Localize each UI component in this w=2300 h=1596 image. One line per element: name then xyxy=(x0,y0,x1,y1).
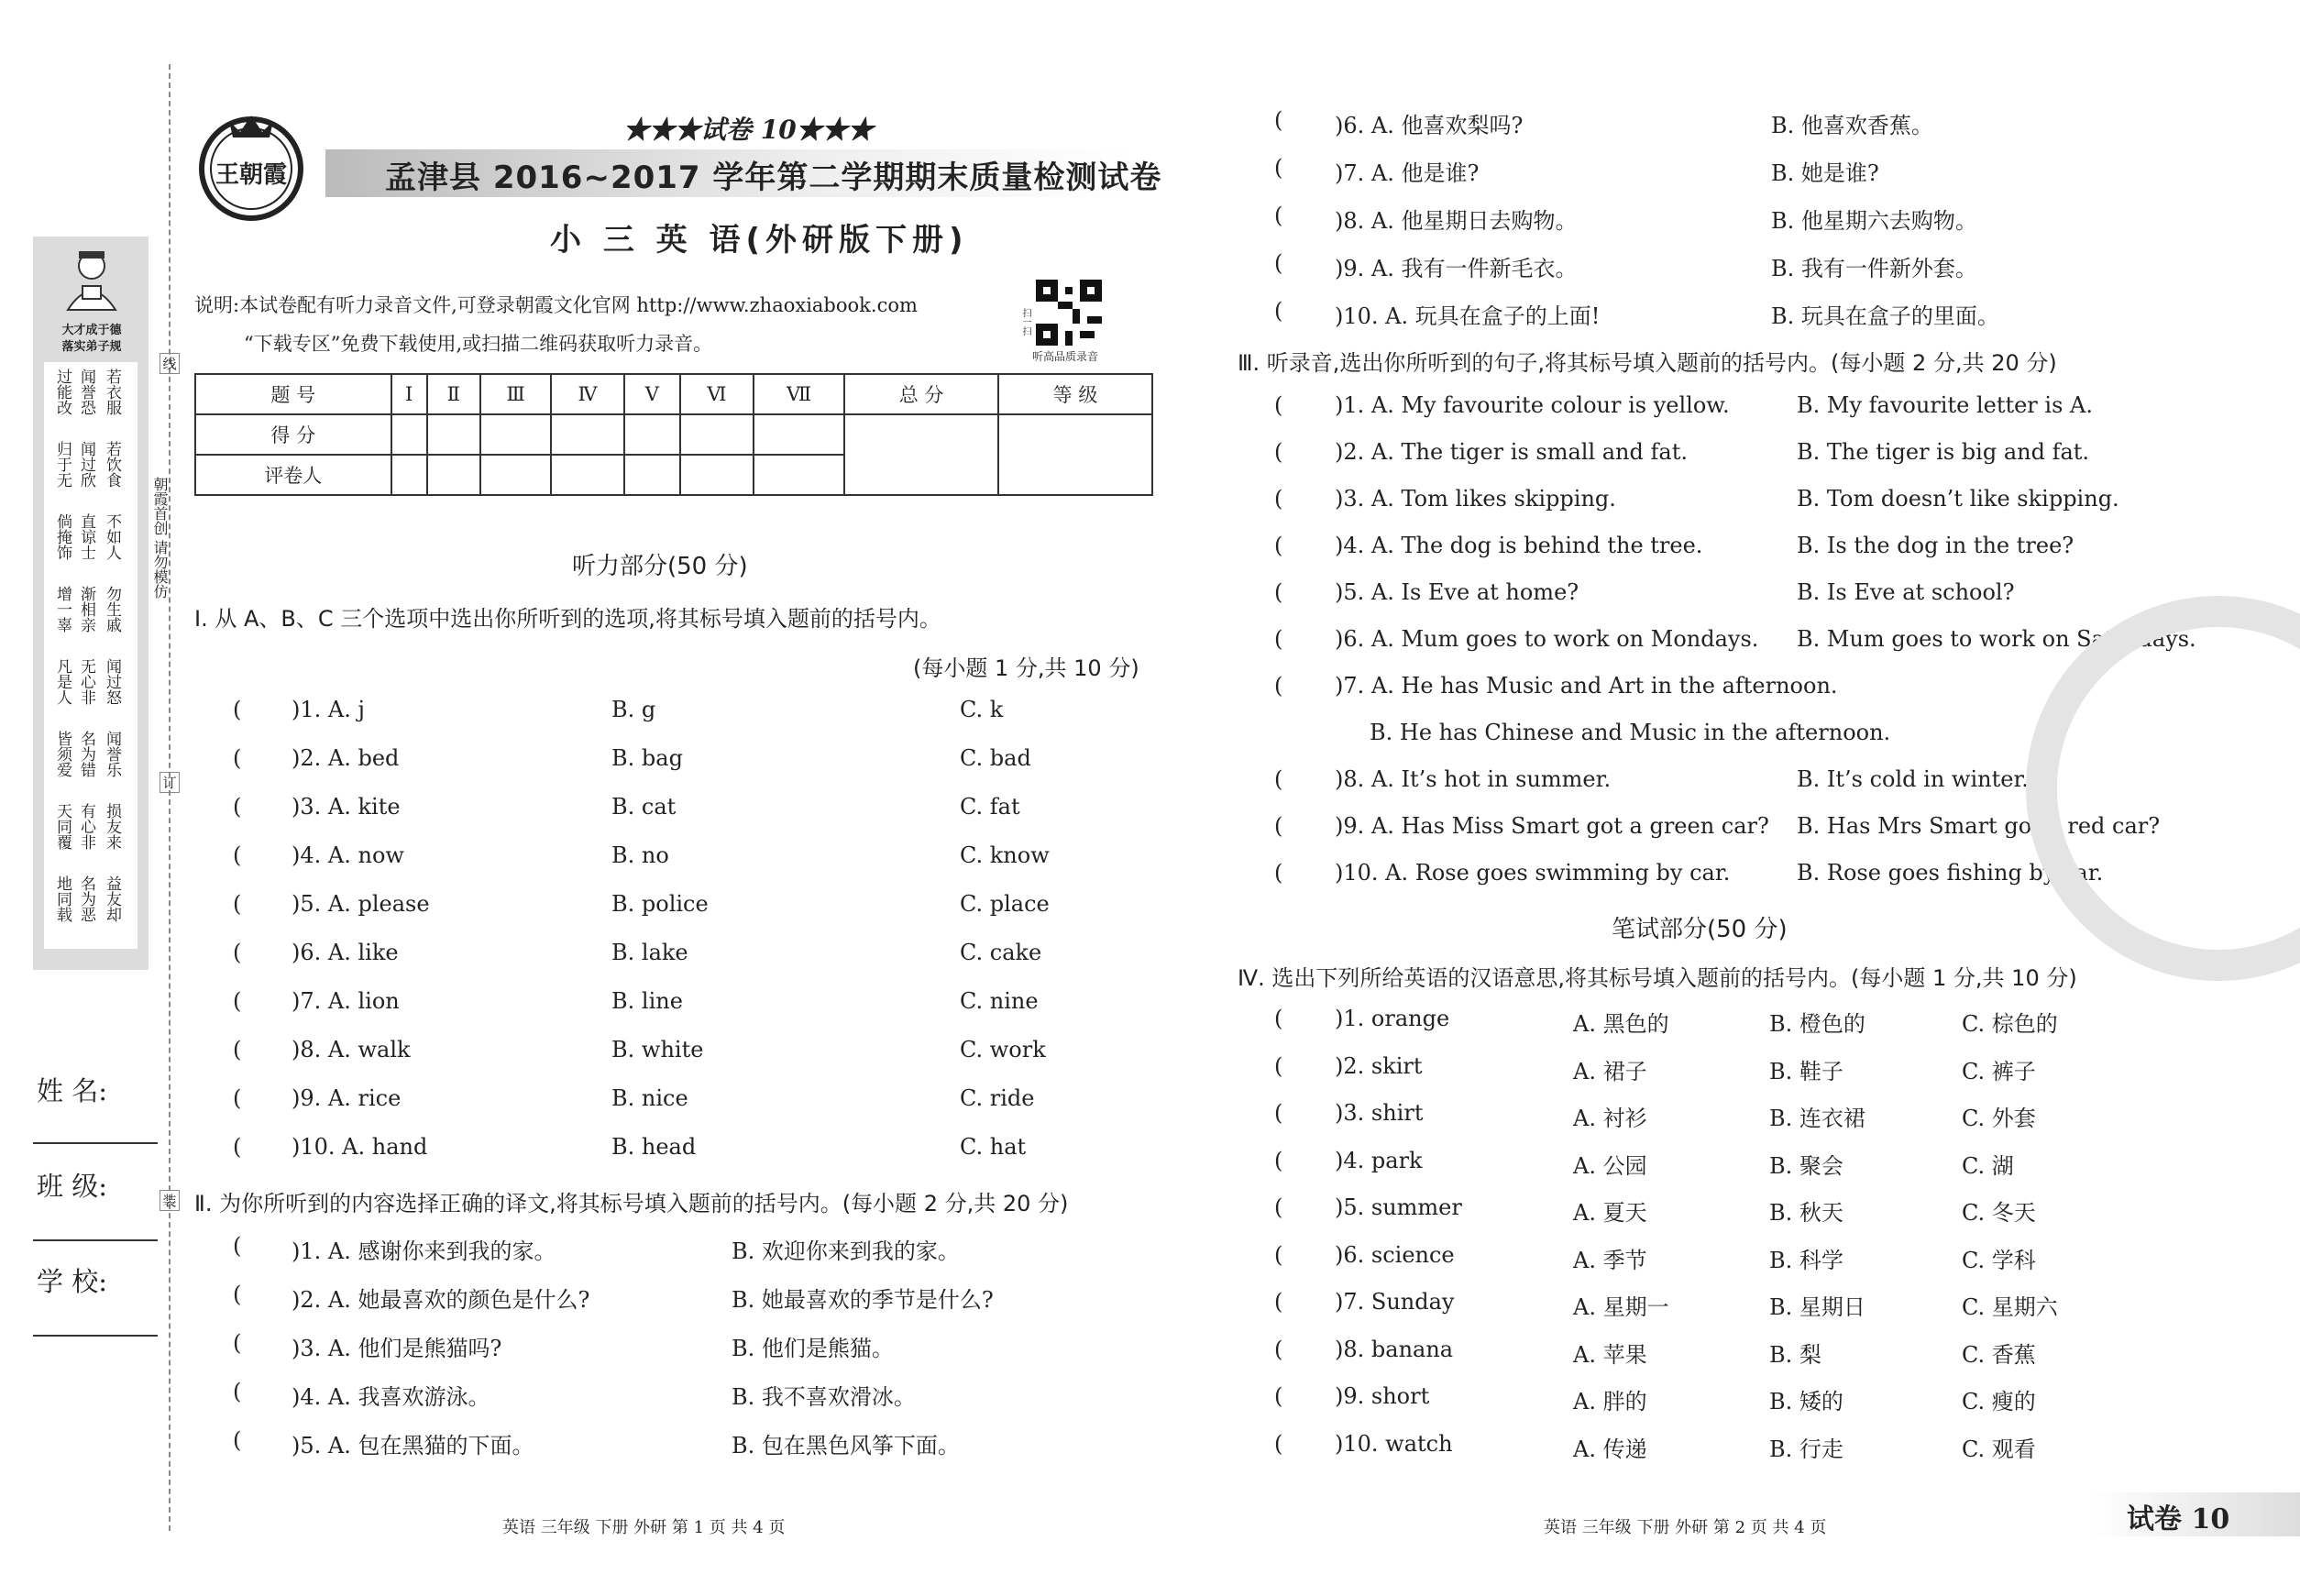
question-option-c: C. k xyxy=(960,697,1004,722)
proverb-phrase: 渐相亲 xyxy=(77,586,95,633)
name-label: 姓 名: xyxy=(37,1075,107,1106)
question-option-a: )5. A. Is Eve at home? xyxy=(1335,579,1579,605)
score-header-cell: Ⅳ xyxy=(551,374,624,414)
answer-bracket[interactable]: ( xyxy=(1274,579,1283,605)
answer-bracket[interactable]: ( xyxy=(233,891,242,917)
score-header-cell: Ⅰ xyxy=(391,374,427,414)
answer-bracket[interactable]: ( xyxy=(1274,1147,1283,1173)
motto-text: 大才成于德 落实弟子规 xyxy=(61,324,122,354)
score-table xyxy=(194,373,1153,496)
question-option-c: C. 湖 xyxy=(1962,1152,2014,1179)
question-option-c: C. cake xyxy=(960,940,1042,965)
answer-bracket[interactable]: ( xyxy=(1274,860,1283,886)
question-option-a: )2. A. 她最喜欢的颜色是什么? xyxy=(292,1287,590,1313)
question-option-a: )4. A. now xyxy=(292,842,404,868)
question-option-a: )7. A. 他是谁? xyxy=(1335,160,1480,186)
question-option-b: B. 聚会 xyxy=(1769,1152,1843,1179)
question-option-b: B. 星期日 xyxy=(1769,1294,1865,1320)
question-option-a: )2. A. bed xyxy=(292,745,400,771)
vocab-word: )9. short xyxy=(1335,1383,1430,1409)
vocab-word: )4. park xyxy=(1335,1147,1423,1173)
question-option-b: B. 秋天 xyxy=(1769,1200,1843,1226)
question-option-b: B. Rose goes fishing by car. xyxy=(1797,860,2104,886)
proverb-phrase: 凡是人 xyxy=(53,658,72,705)
section-4-title: Ⅳ. 选出下列所给英语的汉语意思,将其标号填入题前的括号内。(每小题 1 分,共 10 分) xyxy=(1238,965,2077,991)
question-option-b: B. no xyxy=(611,842,669,868)
question-option-a: )7. A. He has Music and Art in the afternoon. xyxy=(1335,673,1838,699)
question-option-b: B. 欢迎你来到我的家。 xyxy=(732,1238,960,1264)
question-option-a: A. 苹果 xyxy=(1573,1341,1647,1368)
vocab-word: )1. orange xyxy=(1335,1006,1450,1031)
question-option-a: )10. A. 玩具在盒子的上面! xyxy=(1335,303,1601,329)
proverb-phrase: 皆须爱 xyxy=(53,731,72,777)
answer-bracket[interactable]: ( xyxy=(233,1134,242,1160)
proverb-phrase: 勿生戚 xyxy=(103,586,121,633)
answer-bracket[interactable]: ( xyxy=(233,745,242,771)
question-option-c: C. place xyxy=(960,891,1050,917)
question-option-c: C. 星期六 xyxy=(1962,1294,2058,1320)
instructions: 说明:本试卷配有听力录音文件,可登录朝霞文化官网 http://www.zhaoxiabook.com “下载专区”免费下载使用,或扫描二维码获取听力录音。 xyxy=(194,294,918,355)
exam-subtitle: 小 三 英 语(外研版下册) xyxy=(550,222,969,259)
question-option-b: B. Is Eve at school? xyxy=(1797,579,2015,605)
question-option-a: )6. A. like xyxy=(292,940,399,965)
question-option-a: )10. A. Rose goes swimming by car. xyxy=(1335,860,1731,886)
question-option-a: A. 公园 xyxy=(1573,1152,1647,1179)
question-option-b: B. 鞋子 xyxy=(1769,1058,1843,1084)
question-option-a: )3. A. Tom likes skipping. xyxy=(1335,486,1616,512)
answer-bracket[interactable]: ( xyxy=(1274,1241,1283,1268)
question-option-a: )4. A. The dog is behind the tree. xyxy=(1335,533,1703,558)
proverb-phrase: 闻誉乐 xyxy=(103,731,121,777)
answer-bracket[interactable]: ( xyxy=(1274,439,1283,465)
proverb-phrase: 闻过欣 xyxy=(77,441,95,488)
proverb-phrase: 闻誉恐 xyxy=(77,369,95,415)
score-row-label: 得 分 xyxy=(195,414,391,455)
question-option-b: B. Is the dog in the tree? xyxy=(1797,533,2074,558)
qr-side-text: 扫一扫 xyxy=(1020,308,1030,336)
question-option-b: B. 她最喜欢的季节是什么? xyxy=(732,1287,994,1313)
question-option-c: C. 学科 xyxy=(1962,1247,2036,1273)
question-option-a: )6. A. Mum goes to work on Mondays. xyxy=(1335,626,1759,652)
question-option-b: B. My favourite letter is A. xyxy=(1797,392,2093,418)
question-option-a: A. 夏天 xyxy=(1573,1200,1647,1226)
vocab-word: )5. summer xyxy=(1335,1194,1462,1220)
question-option-b: B. 他喜欢香蕉。 xyxy=(1771,113,1933,138)
question-option-a: A. 衬衫 xyxy=(1573,1106,1647,1131)
proverb-phrase: 益友却 xyxy=(103,875,121,922)
section-2-title: Ⅱ. 为你所听到的内容选择正确的译文,将其标号填入题前的括号内。(每小题 2 分,共 20 分) xyxy=(194,1191,1069,1216)
proverb-phrase: 直谅士 xyxy=(77,513,95,560)
answer-bracket[interactable]: ( xyxy=(233,1379,242,1404)
answer-bracket[interactable]: ( xyxy=(1274,813,1283,839)
binding-stamp: 装 xyxy=(160,1190,180,1211)
footer-badge: 试卷 10 xyxy=(2127,1503,2230,1535)
binding-stamp: 订 xyxy=(160,772,180,793)
class-label: 班 级: xyxy=(37,1171,107,1202)
seal-text: 朝霞首创 请勿模仿 xyxy=(151,477,169,600)
answer-bracket[interactable]: ( xyxy=(1274,250,1283,276)
grader-row-label: 评卷人 xyxy=(195,455,391,495)
score-header-cell: 等 级 xyxy=(998,374,1152,414)
question-option-a: )10. A. hand xyxy=(292,1134,428,1160)
score-header-cell: Ⅶ xyxy=(754,374,844,414)
answer-bracket[interactable]: ( xyxy=(233,1085,242,1111)
proverb-phrase: 倘掩饰 xyxy=(53,513,72,560)
answer-bracket[interactable]: ( xyxy=(1274,1336,1283,1362)
answer-bracket[interactable]: ( xyxy=(1274,486,1283,512)
qr-code[interactable] xyxy=(1036,280,1102,346)
question-option-a: )8. A. 他星期日去购物。 xyxy=(1335,208,1578,234)
vocab-word: )3. shirt xyxy=(1335,1100,1424,1126)
footer-right: 英语 三年级 下册 外研 第 2 页 共 4 页 xyxy=(1544,1518,1827,1537)
question-option-a: )8. A. It’s hot in summer. xyxy=(1335,766,1612,792)
question-option-c: C. 外套 xyxy=(1962,1106,2036,1131)
answer-bracket[interactable]: ( xyxy=(233,794,242,820)
answer-bracket[interactable]: ( xyxy=(233,1233,242,1259)
answer-bracket[interactable]: ( xyxy=(233,842,242,868)
question-option-a: )5. A. 包在黑猫的下面。 xyxy=(292,1433,534,1458)
question-option-a: A. 星期一 xyxy=(1573,1294,1669,1320)
question-option-a: )1. A. 感谢你来到我的家。 xyxy=(292,1238,556,1264)
question-option-b: B. He has Chinese and Music in the afternoon. xyxy=(1370,720,1891,745)
section-3-title: Ⅲ. 听录音,选出你所听到的句子,将其标号填入题前的括号内。(每小题 2 分,共 20 分) xyxy=(1238,350,2057,376)
question-option-c: C. fat xyxy=(960,794,1020,820)
question-option-b: B. 他星期六去购物。 xyxy=(1771,208,1977,234)
class-field[interactable] xyxy=(33,1239,158,1241)
listening-heading: 听力部分(50 分) xyxy=(572,553,748,580)
vocab-word: )10. watch xyxy=(1335,1430,1453,1457)
proverb-phrase: 名为错 xyxy=(77,731,95,777)
score-header-cell: 总 分 xyxy=(844,374,998,414)
question-option-b: B. 玩具在盒子的里面。 xyxy=(1771,303,1999,329)
answer-bracket[interactable]: ( xyxy=(1274,1100,1283,1126)
question-option-c: C. work xyxy=(960,1037,1046,1062)
footer-left: 英语 三年级 下册 外研 第 1 页 共 4 页 xyxy=(502,1518,786,1537)
question-option-a: A. 季节 xyxy=(1573,1247,1647,1273)
question-option-b: B. 橙色的 xyxy=(1769,1011,1865,1037)
paper-number: ★★★试卷 10★★★ xyxy=(623,115,874,145)
question-option-a: )1. A. My favourite colour is yellow. xyxy=(1335,392,1730,418)
question-option-b: B. 我不喜欢滑冰。 xyxy=(732,1384,916,1410)
vocab-word: )2. skirt xyxy=(1335,1052,1423,1079)
proverb-phrase: 有心非 xyxy=(77,803,95,850)
question-option-c: C. 裤子 xyxy=(1962,1058,2036,1084)
question-option-a: )2. A. The tiger is small and fat. xyxy=(1335,439,1688,465)
exam-title: 孟津县 2016~2017 学年第二学期期末质量检测试卷 xyxy=(385,160,1162,196)
vocab-word: )7. Sunday xyxy=(1335,1289,1455,1315)
question-option-a: A. 传递 xyxy=(1573,1436,1647,1462)
score-header-cell: Ⅱ xyxy=(427,374,480,414)
question-option-b: B. bag xyxy=(611,745,683,771)
question-option-b: B. 梨 xyxy=(1769,1341,1821,1368)
question-option-b: B. Tom doesn’t like skipping. xyxy=(1797,486,2119,512)
answer-bracket[interactable]: ( xyxy=(1274,1430,1283,1457)
question-option-a: )8. A. walk xyxy=(292,1037,411,1062)
question-option-c: C. bad xyxy=(960,745,1031,771)
question-option-c: C. 棕色的 xyxy=(1962,1011,2058,1037)
proverb-phrase: 天同覆 xyxy=(53,803,72,850)
question-option-c: C. ride xyxy=(960,1085,1035,1111)
question-option-a: A. 黑色的 xyxy=(1573,1011,1669,1037)
answer-bracket[interactable]: ( xyxy=(233,1037,242,1062)
proverb-phrase: 地同载 xyxy=(53,875,72,922)
question-option-c: C. know xyxy=(960,842,1050,868)
grade-cell[interactable] xyxy=(998,414,1152,495)
school-label: 学 校: xyxy=(37,1266,107,1297)
question-option-c: C. hat xyxy=(960,1134,1027,1160)
answer-bracket[interactable]: ( xyxy=(233,940,242,965)
answer-bracket[interactable]: ( xyxy=(233,1282,242,1307)
score-header-cell: Ⅵ xyxy=(680,374,754,414)
answer-bracket[interactable]: ( xyxy=(1274,298,1283,324)
question-option-b: B. 他们是熊猫。 xyxy=(732,1336,894,1361)
question-option-a: )6. A. 他喜欢梨吗? xyxy=(1335,113,1524,138)
score-header-cell: 题 号 xyxy=(195,374,391,414)
question-option-b: B. cat xyxy=(611,794,677,820)
question-option-a: A. 胖的 xyxy=(1573,1389,1647,1414)
answer-bracket[interactable]: ( xyxy=(1274,155,1283,181)
proverb-phrase: 过能改 xyxy=(53,369,72,415)
question-option-a: )5. A. please xyxy=(292,891,430,917)
vocab-word: )6. science xyxy=(1335,1241,1455,1268)
question-option-a: )1. A. j xyxy=(292,697,365,722)
question-option-a: )3. A. 他们是熊猫吗? xyxy=(292,1336,502,1361)
answer-bracket[interactable]: ( xyxy=(1274,1194,1283,1220)
publisher-logo xyxy=(194,108,308,222)
proverb-phrase: 闻过怒 xyxy=(103,658,121,705)
proverb-phrase: 若饮食 xyxy=(103,441,121,488)
question-option-a: )7. A. lion xyxy=(292,988,400,1014)
answer-bracket[interactable]: ( xyxy=(1274,1006,1283,1031)
answer-bracket[interactable]: ( xyxy=(233,988,242,1014)
qr-caption: 听高品质录音 xyxy=(1032,350,1099,363)
question-option-b: B. The tiger is big and fat. xyxy=(1797,439,2090,465)
answer-bracket[interactable]: ( xyxy=(1274,392,1283,418)
name-field[interactable] xyxy=(33,1142,158,1144)
question-option-c: C. 冬天 xyxy=(1962,1200,2036,1226)
question-option-c: C. 瘦的 xyxy=(1962,1389,2036,1414)
scholar-illustration xyxy=(55,246,128,319)
question-option-a: )4. A. 我喜欢游泳。 xyxy=(292,1384,490,1410)
proverb-phrase: 损友来 xyxy=(103,803,121,850)
question-option-a: )9. A. Has Miss Smart got a green car? xyxy=(1335,813,1769,839)
binding-line xyxy=(169,64,171,1531)
question-option-b: B. 我有一件新外套。 xyxy=(1771,256,1977,281)
question-option-b: B. 矮的 xyxy=(1769,1389,1843,1414)
question-option-c: C. 观看 xyxy=(1962,1436,2036,1462)
answer-bracket[interactable]: ( xyxy=(233,1330,242,1356)
question-option-b: B. 包在黑色风筝下面。 xyxy=(732,1433,960,1458)
school-field[interactable] xyxy=(33,1335,158,1337)
question-option-b: B. 科学 xyxy=(1769,1247,1843,1273)
proverb-phrase: 归于无 xyxy=(53,441,72,488)
question-option-b: B. police xyxy=(611,891,709,917)
question-option-b: B. 连衣裙 xyxy=(1769,1106,1865,1131)
logo-text: 王朝霞 xyxy=(215,161,287,189)
question-option-a: )9. A. rice xyxy=(292,1085,402,1111)
question-option-a: )3. A. kite xyxy=(292,794,401,820)
question-option-b: B. 行走 xyxy=(1769,1436,1843,1462)
answer-bracket[interactable]: ( xyxy=(1274,203,1283,228)
answer-bracket[interactable]: ( xyxy=(1274,1289,1283,1315)
question-option-b: B. lake xyxy=(611,940,688,965)
proverb-phrase: 无心非 xyxy=(77,658,95,705)
seal-watermark xyxy=(2026,596,2300,981)
answer-bracket[interactable]: ( xyxy=(1274,533,1283,558)
proverb-phrase: 增一辜 xyxy=(53,586,72,633)
answer-bracket[interactable]: ( xyxy=(1274,1052,1283,1079)
question-option-b: B. Mum goes to work on Saturdays. xyxy=(1797,626,2196,652)
total-cell[interactable] xyxy=(844,414,998,495)
section-1-title: Ⅰ. 从 A、B、C 三个选项中选出你所听到的选项,将其标号填入题前的括号内。 xyxy=(194,606,941,632)
section-1-points: (每小题 1 分,共 10 分) xyxy=(913,655,1139,681)
score-header-cell: Ⅴ xyxy=(624,374,680,414)
question-option-b: B. Has Mrs Smart got a red car? xyxy=(1797,813,2161,839)
answer-bracket[interactable]: ( xyxy=(1274,766,1283,792)
answer-bracket[interactable]: ( xyxy=(1274,673,1283,699)
answer-bracket[interactable]: ( xyxy=(1274,107,1283,133)
writing-heading: 笔试部分(50 分) xyxy=(1612,916,1788,943)
question-option-b: B. head xyxy=(611,1134,697,1160)
question-option-c: C. 香蕉 xyxy=(1962,1341,2036,1368)
question-option-b: B. line xyxy=(611,988,683,1014)
answer-bracket[interactable]: ( xyxy=(1274,1383,1283,1409)
question-option-a: A. 裙子 xyxy=(1573,1058,1647,1084)
answer-bracket[interactable]: ( xyxy=(233,1427,242,1453)
proverb-phrase: 若衣服 xyxy=(103,369,121,415)
proverb-phrase: 不如人 xyxy=(103,513,121,560)
question-option-a: )9. A. 我有一件新毛衣。 xyxy=(1335,256,1578,281)
question-option-b: B. 她是谁? xyxy=(1771,160,1879,186)
question-option-b: B. g xyxy=(611,697,656,722)
score-header-cell: Ⅲ xyxy=(480,374,551,414)
answer-bracket[interactable]: ( xyxy=(233,697,242,722)
proverb-phrase: 名为恶 xyxy=(77,875,95,922)
question-option-b: B. It’s cold in winter. xyxy=(1797,766,2029,792)
question-option-b: B. white xyxy=(611,1037,704,1062)
vocab-word: )8. banana xyxy=(1335,1336,1454,1362)
binding-stamp: 线 xyxy=(160,353,180,374)
question-option-c: C. nine xyxy=(960,988,1039,1014)
question-option-b: B. nice xyxy=(611,1085,688,1111)
answer-bracket[interactable]: ( xyxy=(1274,626,1283,652)
